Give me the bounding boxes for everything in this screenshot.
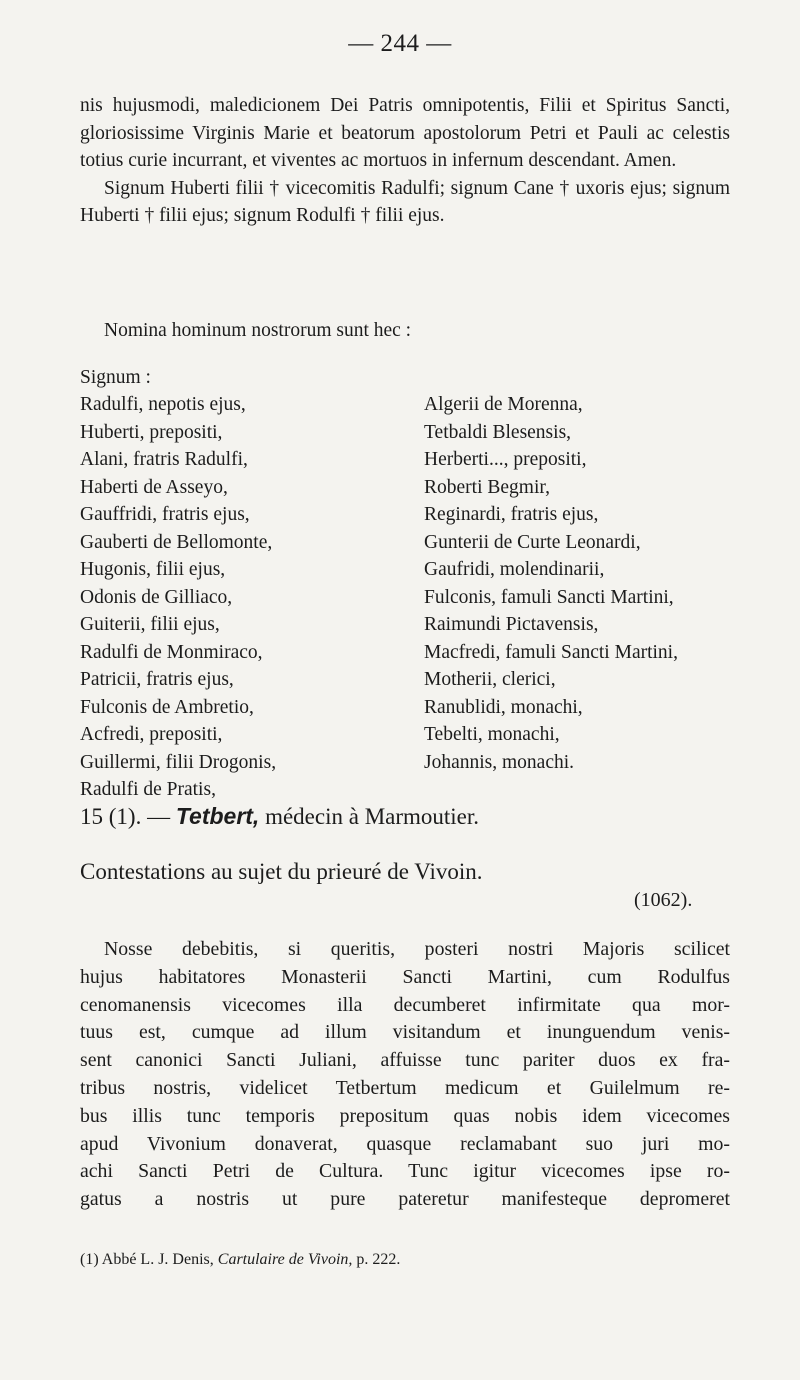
charter-text bbox=[80, 92, 730, 230]
witness-name: Tebelti, monachi, bbox=[424, 724, 560, 745]
witness-name: Haberti de Asseyo, bbox=[80, 476, 228, 498]
witness-list-left bbox=[80, 391, 276, 804]
witness-name: Gauffridi, fratris ejus, bbox=[80, 504, 250, 525]
witness-name: Gauberti de Bellomonte, bbox=[80, 531, 273, 553]
section-date: (1062). bbox=[634, 889, 693, 911]
witness-name: Roberti Begmir, bbox=[424, 476, 550, 498]
body-line: cenomanensis vicecomes illa decumberet infirmitate qua mor- bbox=[80, 993, 730, 1016]
body-line: bus illis tunc temporis prepositum quas nobis idem vicecomes bbox=[80, 1104, 730, 1127]
witness-name: Guiterii, filii ejus, bbox=[80, 614, 220, 635]
footnote bbox=[80, 1249, 400, 1271]
witness-name: Tetbaldi Blesensis, bbox=[424, 421, 572, 443]
witness-name: Herberti..., prepositi, bbox=[424, 449, 587, 470]
witness-name: Macfredi, famuli Sancti Martini, bbox=[424, 641, 678, 663]
body-line: tuus est, cumque ad illum visitandum et inunguendum venis- bbox=[80, 1021, 730, 1044]
names-intro: Nomina hominum nostrorum sunt hec : bbox=[104, 320, 412, 341]
section-subheading: Contestations au sujet du prieuré de Vivoin. bbox=[80, 859, 483, 884]
witness-name: Algerii de Morenna, bbox=[424, 394, 583, 415]
witness-name: Patricii, fratris ejus, bbox=[80, 669, 234, 690]
body-line: hujus habitatores Monasterii Sancti Martini, cum Rodulfus bbox=[80, 965, 730, 988]
section-person-name: Tetbert, bbox=[175, 803, 260, 829]
signatures-paragraph: Signum Huberti filii † vicecomitis Radulfi; signum Cane † uxoris ejus; signum Huberti † filii ejus; signum Rodulfi † filii ejus. bbox=[80, 177, 730, 226]
footnote-suffix: p. 222. bbox=[356, 1251, 401, 1268]
page-number: — 244 — bbox=[348, 30, 452, 57]
body-line: Nosse debebitis, si queritis, posteri nostri Majoris scilicet bbox=[104, 938, 730, 960]
witness-name: Motherii, clerici, bbox=[424, 669, 556, 690]
witness-name: Huberti, prepositi, bbox=[80, 421, 223, 443]
body-line: apud Vivonium donaverat, quasque reclamabant suo juri mo- bbox=[80, 1132, 730, 1155]
footnote-prefix: (1) Abbé L. J. Denis, bbox=[80, 1251, 214, 1268]
witness-list-right bbox=[424, 391, 678, 776]
body-text bbox=[80, 936, 730, 1214]
witness-name: Hugonis, filii ejus, bbox=[80, 559, 226, 580]
body-line: achi Sancti Petri de Cultura. Tunc igitur vicecomes ipse ro- bbox=[80, 1160, 730, 1183]
section-heading bbox=[80, 801, 479, 832]
witness-name: Gaufridi, molendinarii, bbox=[424, 559, 605, 580]
malediction-paragraph: nis hujusmodi, maledicionem Dei Patris omnipotentis, Filii et Spiritus Sancti, gloriosissime Virginis Marie et beatorum apostolorum Petri et Pauli ac celestis totius curie incurrant, et viventes ac mortuos in infernum descendant. Amen. bbox=[80, 95, 730, 171]
witness-name: Fulconis de Ambretio, bbox=[80, 696, 254, 718]
witness-name: Odonis de Gilliaco, bbox=[80, 586, 233, 608]
witness-name: Fulconis, famuli Sancti Martini, bbox=[424, 586, 674, 608]
witness-name: Radulfi de Monmiraco, bbox=[80, 641, 263, 663]
witness-name: Johannis, monachi. bbox=[424, 751, 575, 773]
witness-name: Reginardi, fratris ejus, bbox=[424, 504, 599, 525]
section-number: 15 (1). — bbox=[80, 804, 171, 829]
witness-name: Alani, fratris Radulfi, bbox=[80, 449, 248, 470]
witness-name: Gunterii de Curte Leonardi, bbox=[424, 531, 641, 553]
section-title-rest: médecin à Marmoutier. bbox=[265, 804, 480, 829]
body-line: gatus a nostris ut pure pateretur manifesteque depromeret bbox=[80, 1188, 730, 1211]
witness-name: Guillermi, filii Drogonis, bbox=[80, 751, 277, 773]
signum-label: Signum : bbox=[80, 367, 151, 388]
witness-name: Ranublidi, monachi, bbox=[424, 696, 583, 718]
witness-name: Radulfi de Pratis, bbox=[80, 779, 216, 800]
body-line: tribus nostris, videlicet Tetbertum medicum et Guilelmum re- bbox=[80, 1076, 730, 1099]
body-line: sent canonici Sancti Juliani, affuisse tunc pariter duos ex fra- bbox=[80, 1049, 730, 1072]
footnote-title: Cartulaire de Vivoin, bbox=[217, 1251, 353, 1268]
witness-name: Raimundi Pictavensis, bbox=[424, 614, 599, 635]
witness-name: Radulfi, nepotis ejus, bbox=[80, 394, 246, 415]
witness-name: Acfredi, prepositi, bbox=[80, 724, 223, 745]
